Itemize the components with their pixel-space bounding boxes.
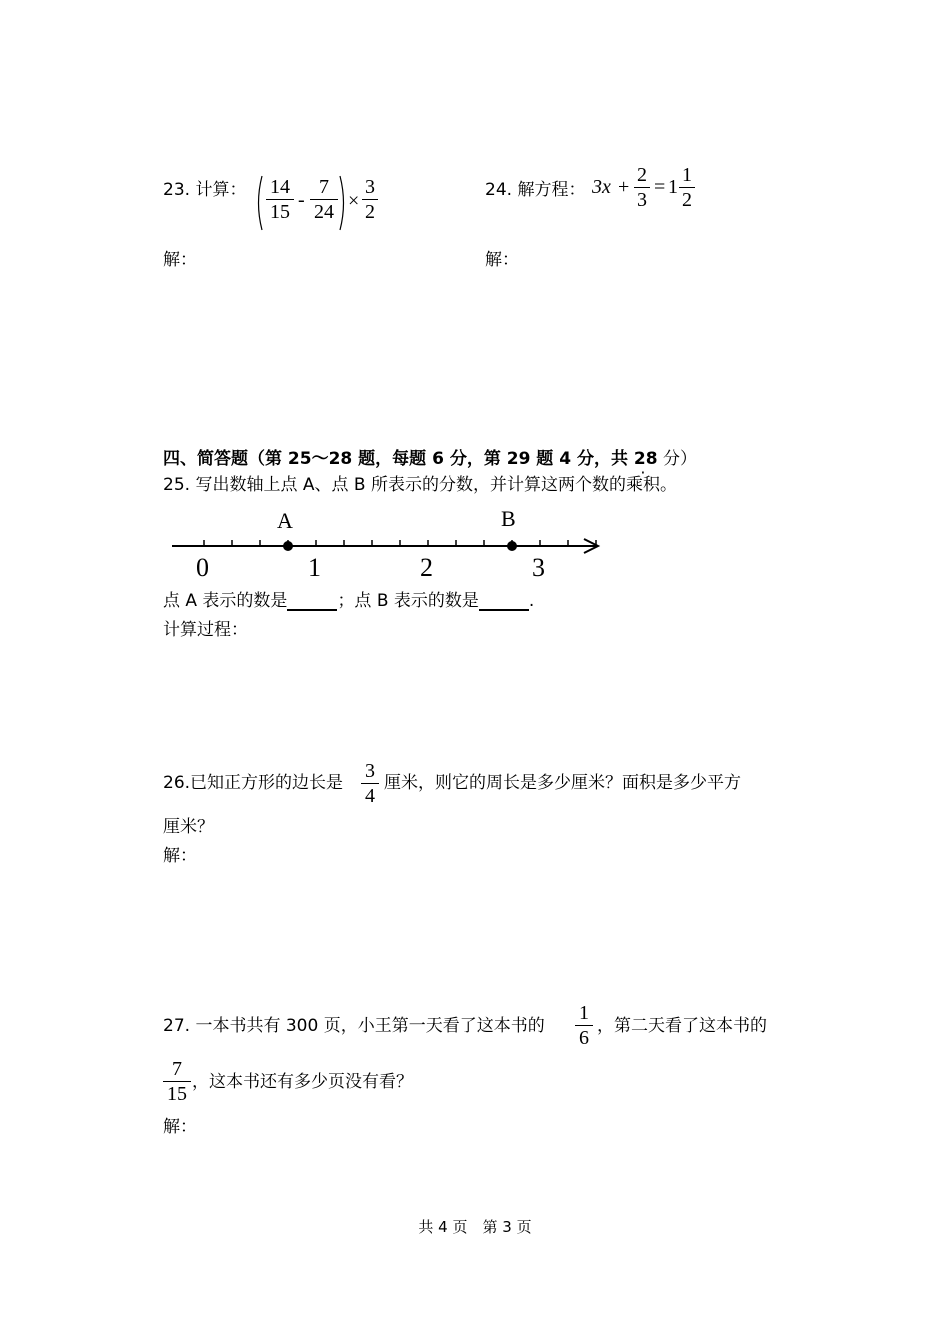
q23-left-paren xyxy=(254,174,264,232)
q27-suffix: ，第二天看了这本书的 xyxy=(597,1016,767,1036)
q25-text xyxy=(163,475,677,495)
q25-line-end: . xyxy=(528,591,535,611)
page-footer: 共 4 页 第 3 页 xyxy=(418,1218,532,1236)
q25-process-label: 计算过程： xyxy=(163,620,248,640)
q26-fraction-num: 3 xyxy=(365,760,375,782)
q24-fraction xyxy=(634,164,650,211)
q23-prefix: 23. 计算： xyxy=(163,180,247,200)
q23-solution-label: 解： xyxy=(163,250,197,270)
q27-fraction-1 xyxy=(575,1002,593,1049)
q23-minus: - xyxy=(298,189,305,211)
tick-label-3: 3 xyxy=(532,553,545,582)
point-b-label: B xyxy=(501,506,516,531)
point-b-answer-blank[interactable] xyxy=(479,593,529,611)
q24-fraction-num: 2 xyxy=(637,164,647,186)
q27-fraction-2-num: 7 xyxy=(172,1058,182,1080)
q24-equals: = xyxy=(654,176,666,198)
point-a-answer-blank[interactable] xyxy=(287,593,337,611)
q23-fraction-3-num: 3 xyxy=(365,176,375,198)
tick-label-0: 0 xyxy=(196,553,209,582)
q24-solution-label: 解： xyxy=(485,250,519,270)
section-4-title-end: 分） xyxy=(662,449,697,469)
q26-fraction-den: 4 xyxy=(365,785,375,807)
q23-fraction-3 xyxy=(362,176,378,223)
q23-fraction-1 xyxy=(266,176,294,223)
q25-text-emph: 乘积 xyxy=(625,475,660,495)
q23-fraction-1-num: 14 xyxy=(270,176,290,198)
tick-label-1: 1 xyxy=(308,553,321,582)
q24-lhs: 3x xyxy=(592,176,611,198)
q26-solution-label: 解： xyxy=(163,846,197,866)
q23-times: × xyxy=(348,190,360,212)
q23-fraction-2 xyxy=(310,176,338,223)
section-4-title xyxy=(163,449,697,469)
q24-whole: 1 xyxy=(668,176,678,198)
q25-point-a-text: 点 A 表示的数是 xyxy=(163,591,288,611)
q26-fraction xyxy=(361,760,379,807)
q26-line-2: 厘米？ xyxy=(163,817,214,837)
q23-right-paren xyxy=(338,174,348,232)
number-line xyxy=(160,500,620,590)
q23-fraction-3-den: 2 xyxy=(365,201,375,223)
point-a-label: A xyxy=(277,508,293,533)
q24-plus: + xyxy=(618,176,630,198)
q24-prefix: 24. 解方程： xyxy=(485,180,586,200)
tick-label-2: 2 xyxy=(420,553,433,582)
section-4-title-main: 四、简答题（第 25～28 题，每题 6 分，第 29 题 4 分，共 28 xyxy=(163,449,658,469)
q27-fraction-1-den: 6 xyxy=(579,1027,589,1049)
q27-solution-label: 解： xyxy=(163,1117,197,1137)
q25-text-before: 25. 写出数轴上点 A、点 B 所表示的分数，并计算这两个数的 xyxy=(163,475,626,495)
q24-mixed-fraction-num: 1 xyxy=(682,164,692,186)
q23-fraction-2-num: 7 xyxy=(319,176,329,198)
q23-fraction-2-den: 24 xyxy=(314,201,334,223)
q27-prefix: 27. 一本书共有 300 页，小王第一天看了这本书的 xyxy=(163,1016,545,1036)
q27-fraction-1-num: 1 xyxy=(579,1002,589,1024)
q24-mixed-fraction xyxy=(679,164,695,211)
q27-line-2: ，这本书还有多少页没有看？ xyxy=(192,1072,413,1092)
q24-mixed-fraction-den: 2 xyxy=(682,189,692,211)
q25-text-after: 。 xyxy=(659,475,677,495)
q25-point-b-text: ；点 B 表示的数是 xyxy=(337,591,479,611)
q26-prefix: 26.已知正方形的边长是 xyxy=(163,773,344,793)
point-a-dot xyxy=(283,541,293,551)
q23-fraction-1-den: 15 xyxy=(270,201,290,223)
q27-fraction-2-den: 15 xyxy=(167,1083,187,1105)
q26-suffix: 厘米，则它的周长是多少厘米？面积是多少平方 xyxy=(384,773,741,793)
q27-fraction-2 xyxy=(163,1058,191,1105)
q25-answer-line xyxy=(163,591,534,611)
point-b-dot xyxy=(507,541,517,551)
q24-fraction-den: 3 xyxy=(637,189,647,211)
